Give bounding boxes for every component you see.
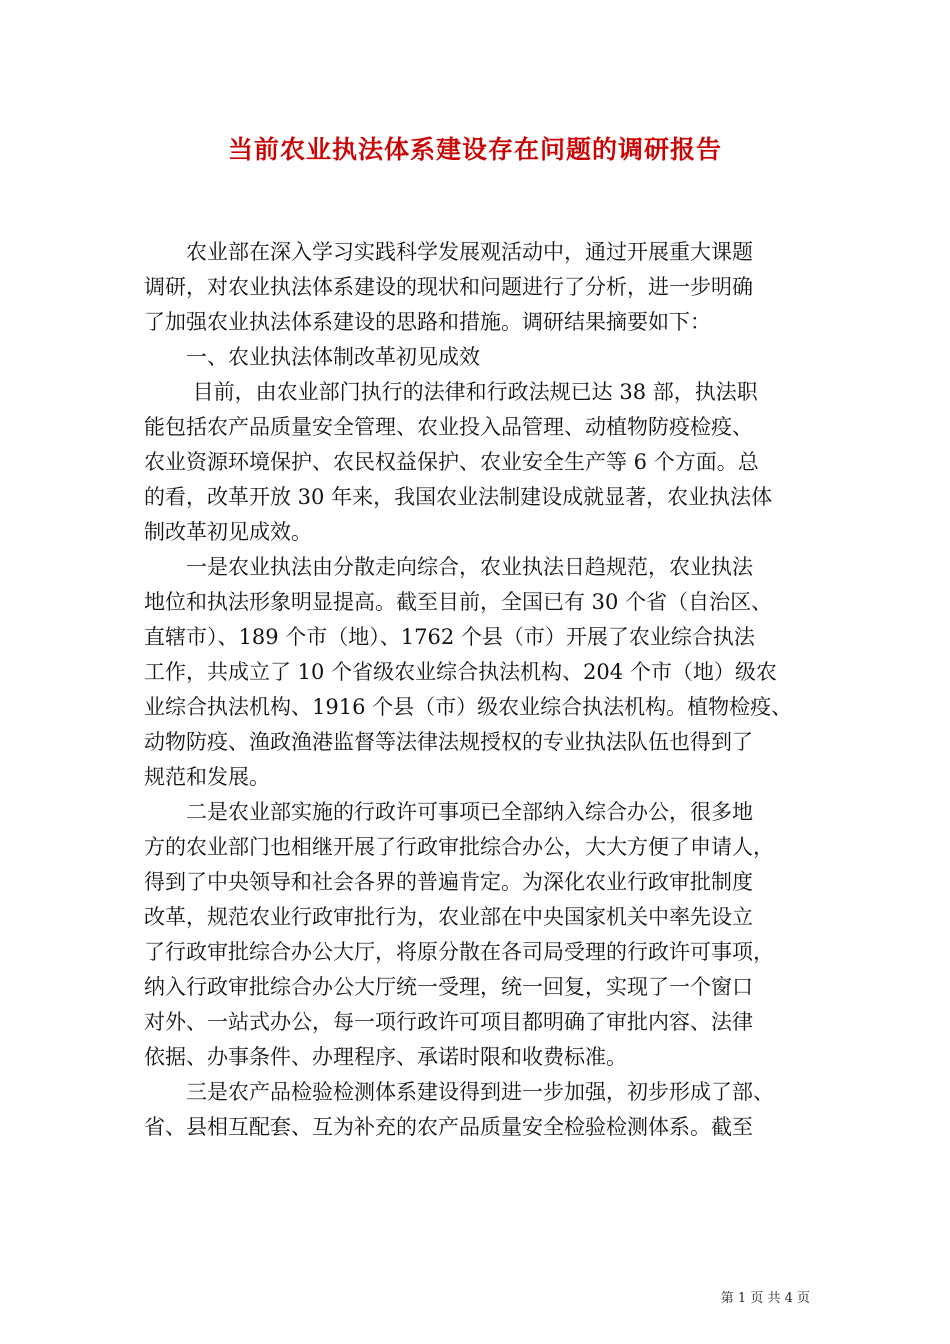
document-body <box>144 235 814 1145</box>
text-line: 纳入行政审批综合办公大厅统一受理，统一回复，实现了一个窗口 <box>144 975 753 999</box>
text-line: 调研，对农业执法体系建设的现状和问题进行了分析，进一步明确 <box>144 275 753 299</box>
text-line: 方的农业部门也相继开展了行政审批综合办公，大大方便了申请人， <box>144 835 774 859</box>
text-line: 业综合执法机构、1916 个县（市）级农业综合执法机构。植物检疫、 <box>144 695 793 719</box>
text-line: 二是农业部实施的行政许可事项已全部纳入综合办公，很多地 <box>144 800 753 824</box>
text-line: 的看，改革开放 30 年来，我国农业法制建设成就显著，农业执法体 <box>144 485 773 509</box>
text-line: 规范和发展。 <box>144 765 270 789</box>
text-line: 了加强农业执法体系建设的思路和措施。调研结果摘要如下： <box>144 310 711 334</box>
text-line: 一是农业执法由分散走向综合，农业执法日趋规范，农业执法 <box>144 555 753 579</box>
text-line: 了行政审批综合办公大厅，将原分散在各司局受理的行政许可事项， <box>144 940 774 964</box>
text-line: 目前，由农业部门执行的法律和行政法规已达 38 部，执法职 <box>144 380 758 404</box>
text-line: 直辖市）、189 个市（地）、1762 个县（市）开展了农业综合执法 <box>144 625 755 649</box>
text-line: 动物防疫、渔政渔港监督等法律法规授权的专业执法队伍也得到了 <box>144 730 753 754</box>
text-line: 农业部在深入学习实践科学发展观活动中，通过开展重大课题 <box>144 240 753 264</box>
document-title: 当前农业执法体系建设存在问题的调研报告 <box>227 135 722 164</box>
text-line: 三是农产品检验检测体系建设得到进一步加强，初步形成了部、 <box>144 1080 774 1104</box>
text-line: 能包括农产品质量安全管理、农业投入品管理、动植物防疫检疫、 <box>144 415 753 439</box>
page-footer: 第 1 页 共 4 页 <box>720 1291 810 1306</box>
text-line: 依据、办事条件、办理程序、承诺时限和收费标准。 <box>144 1045 627 1069</box>
text-line: 农业资源环境保护、农民权益保护、农业安全生产等 6 个方面。总 <box>144 450 759 474</box>
text-line: 对外、一站式办公，每一项行政许可项目都明确了审批内容、法律 <box>144 1010 753 1034</box>
text-line: 一、农业执法体制改革初见成效 <box>144 345 480 369</box>
text-line: 改革，规范农业行政审批行为，农业部在中央国家机关中率先设立 <box>144 905 753 929</box>
text-line: 得到了中央领导和社会各界的普遍肯定。为深化农业行政审批制度 <box>144 870 753 894</box>
text-line: 制改革初见成效。 <box>144 520 312 544</box>
text-line: 地位和执法形象明显提高。截至目前，全国已有 30 个省（自治区、 <box>144 590 773 614</box>
text-line: 省、县相互配套、互为补充的农产品质量安全检验检测体系。截至 <box>144 1115 753 1139</box>
text-line: 工作，共成立了 10 个省级农业综合执法机构、204 个市（地）级农 <box>144 660 777 684</box>
